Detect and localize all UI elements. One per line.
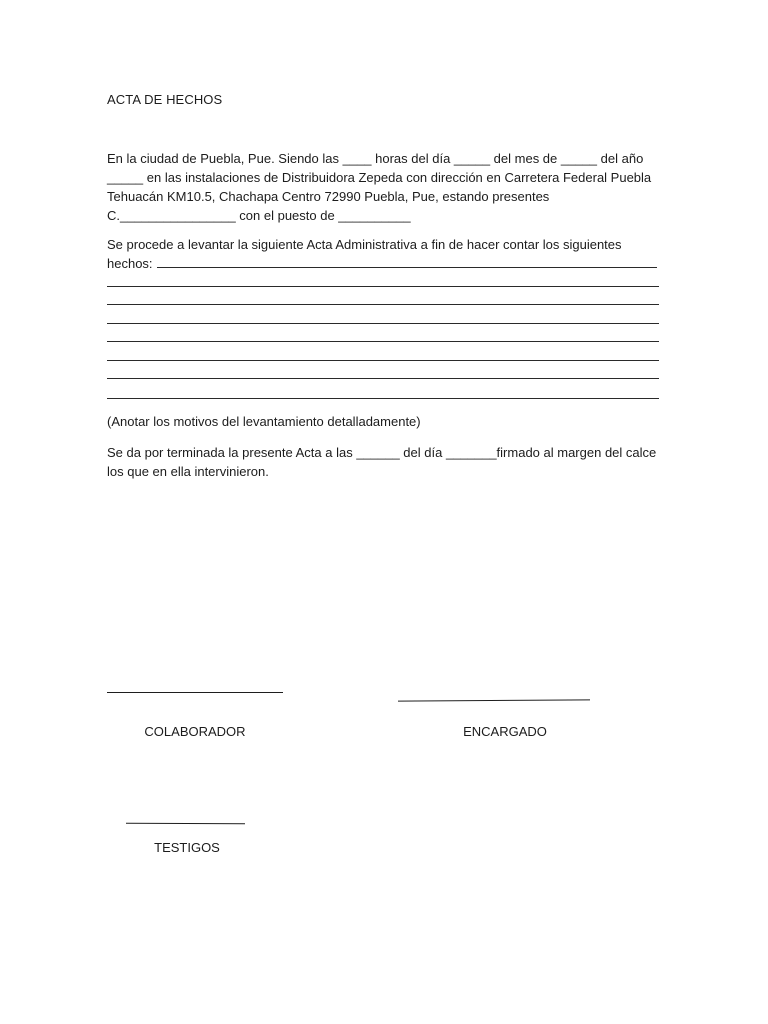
hechos-blank-line xyxy=(107,341,659,342)
hechos-blank-line xyxy=(107,304,659,305)
encargado-signature-line xyxy=(398,699,590,701)
colaborador-signature-line xyxy=(107,692,283,693)
colaborador-label: COLABORADOR xyxy=(144,724,246,739)
closing-paragraph xyxy=(107,443,667,481)
hechos-blank-line xyxy=(107,323,659,324)
encargado-label: ENCARGADO xyxy=(463,724,547,739)
hechos-blank-line xyxy=(107,360,659,361)
intro-paragraph xyxy=(107,149,667,225)
hechos-blank-line xyxy=(107,286,659,287)
document-title: ACTA DE HECHOS xyxy=(107,92,223,107)
hechos-blank-line xyxy=(157,267,657,268)
hechos-blank-line xyxy=(107,378,659,379)
hechos-paragraph-text: Se procede a levantar la siguiente Acta Administrativa a fin de hacer contar los siguientes hechos: xyxy=(107,237,626,271)
testigos-signature-line xyxy=(126,823,245,825)
testigos-label: TESTIGOS xyxy=(154,840,220,855)
motives-note: (Anotar los motivos del levantamiento detalladamente) xyxy=(107,414,421,429)
closing-paragraph-text: Se da por terminada la presente Acta a las ______ del día _______firmado al margen del calce los que en ella intervinieron. xyxy=(107,445,660,479)
hechos-blank-line xyxy=(107,398,659,399)
intro-paragraph-text: En la ciudad de Puebla, Pue. Siendo las ____ horas del día _____ del mes de _____ del año _____ en las instalaciones de Distribuidora Zepeda con dirección en Carretera Federal Puebla Tehuacán KM10.5, Chachapa Centro 72990 Puebla, Pue, estando presentes C.________________ con el puesto de __________ xyxy=(107,151,655,223)
